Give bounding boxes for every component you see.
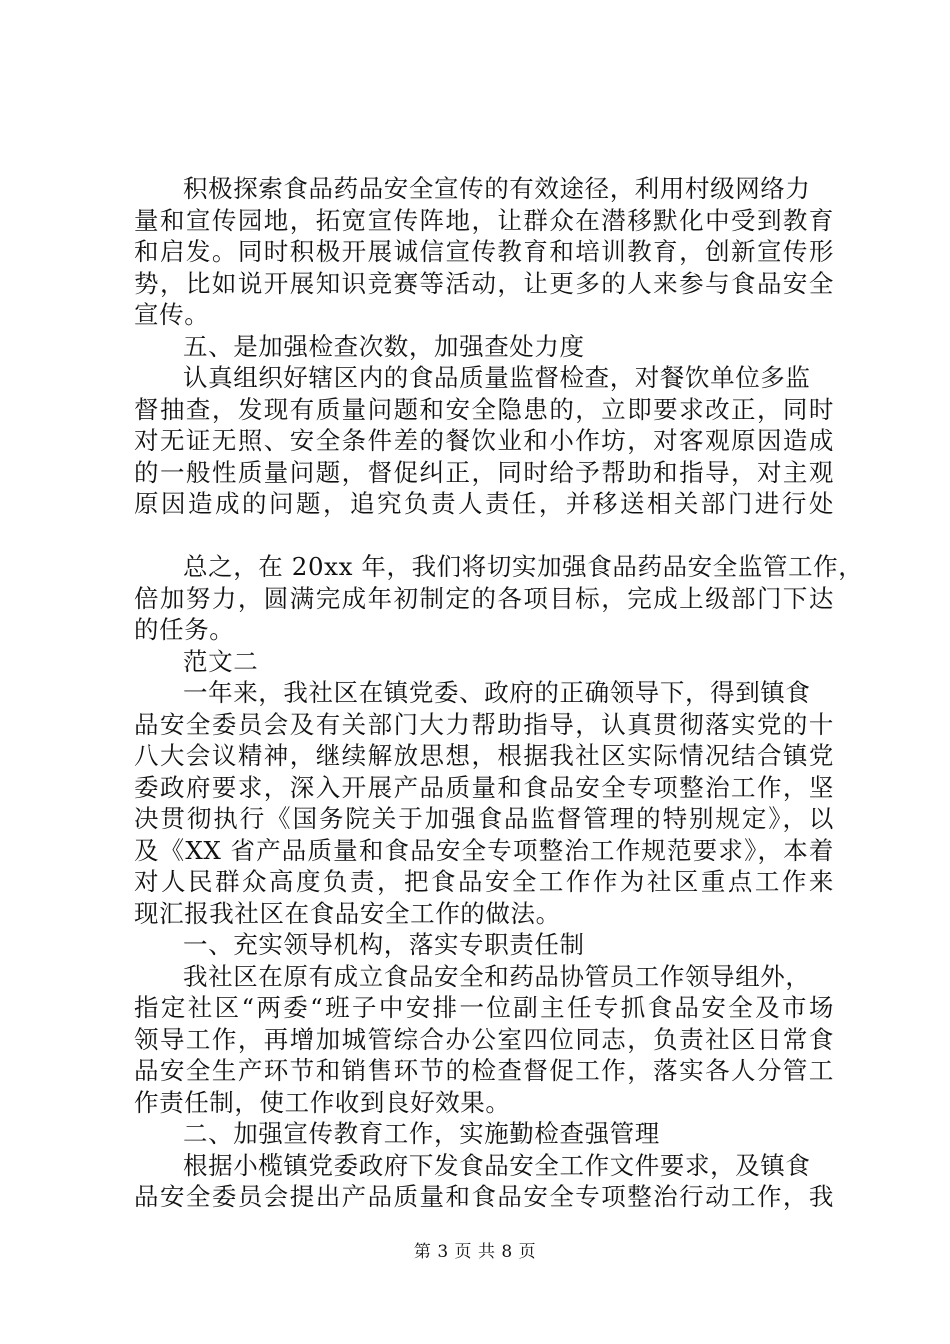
paragraph-line: 指定社区“两委“班子中安排一位副主任专抓食品安全及市场 [134,993,834,1022]
paragraph-line: 八大会议精神，继续解放思想，根据我社区实际情况结合镇党 [134,741,834,770]
page-number-footer: 第 3 页 共 8 页 [413,1242,537,1262]
section-heading: 二、加强宣传教育工作，实施勤检查强管理 [183,1119,660,1148]
paragraph-line: 总之，在 20xx 年，我们将切实加强食品药品安全监管工作， [183,552,864,581]
section-heading: 五、是加强检查次数，加强查处力度 [183,331,585,361]
paragraph-line: 委政府要求，深入开展产品质量和食品安全专项整治工作，坚 [134,772,834,802]
paragraph-line: 原因造成的问题，追究负责人责任，并移送相关部门进行处 [134,489,834,518]
paragraph-line: 对无证无照、安全条件差的餐饮业和小作坊，对客观原因造成 [134,426,834,455]
paragraph-line: 现汇报我社区在食品安全工作的做法。 [134,898,561,928]
paragraph-line: 量和宣传园地，拓宽宣传阵地，让群众在潜移默化中受到教育 [134,205,834,235]
paragraph-line: 势，比如说开展知识竞赛等活动，让更多的人来参与食品安全 [134,268,834,298]
paragraph-line: 认真组织好辖区内的食品质量监督检查，对餐饮单位多监 [183,363,811,392]
paragraph-line: 根据小榄镇党委政府下发食品安全工作文件要求，及镇食 [183,1150,811,1180]
paragraph-line: 及《XX 省产品质量和食品安全专项整治工作规范要求》，本着 [134,835,834,865]
paragraph-line: 和启发。同时积极开展诚信宣传教育和培训教育，创新宣传形 [134,237,834,266]
paragraph-line: 的一般性质量问题，督促纠正，同时给予帮助和指导，对主观 [134,457,834,487]
paragraph-line: 决贯彻执行《国务院关于加强食品监督管理的特别规定》，以 [134,804,834,833]
paragraph-line: 宣传。 [134,300,210,329]
section-heading: 一、充实领导机构，落实专职责任制 [183,930,585,959]
paragraph-line: 品安全委员会及有关部门大力帮助指导，认真贯彻落实党的十 [134,709,834,739]
paragraph-line: 一年来，我社区在镇党委、政府的正确领导下，得到镇食 [183,678,811,707]
paragraph-line: 品安全委员会提出产品质量和食品安全专项整治行动工作，我 [134,1182,834,1211]
document-body [134,173,864,1213]
paragraph-line: 我社区在原有成立食品安全和药品协管员工作领导组外， [183,961,811,991]
paragraph-line: 积极探索食品药品安全宣传的有效途径，利用村级网络力 [183,174,811,203]
paragraph-line: 倍加努力，圆满完成年初制定的各项目标，完成上级部门下达 [134,583,834,613]
paragraph-line: 作责任制，使工作收到良好效果。 [134,1087,511,1117]
paragraph-line: 领导工作，再增加城管综合办公室四位同志，负责社区日常食 [134,1024,834,1054]
paragraph-line: 对人民群众高度负责，把食品安全工作作为社区重点工作来 [134,867,834,896]
paragraph-line: 品安全生产环节和销售环节的检查督促工作，落实各人分管工 [134,1056,834,1085]
section-heading: 范文二 [183,646,259,676]
paragraph-line: 的任务。 [134,615,235,644]
paragraph-line: 督抽查，发现有质量问题和安全隐患的，立即要求改正，同时 [134,394,834,424]
blank-line [134,520,834,552]
